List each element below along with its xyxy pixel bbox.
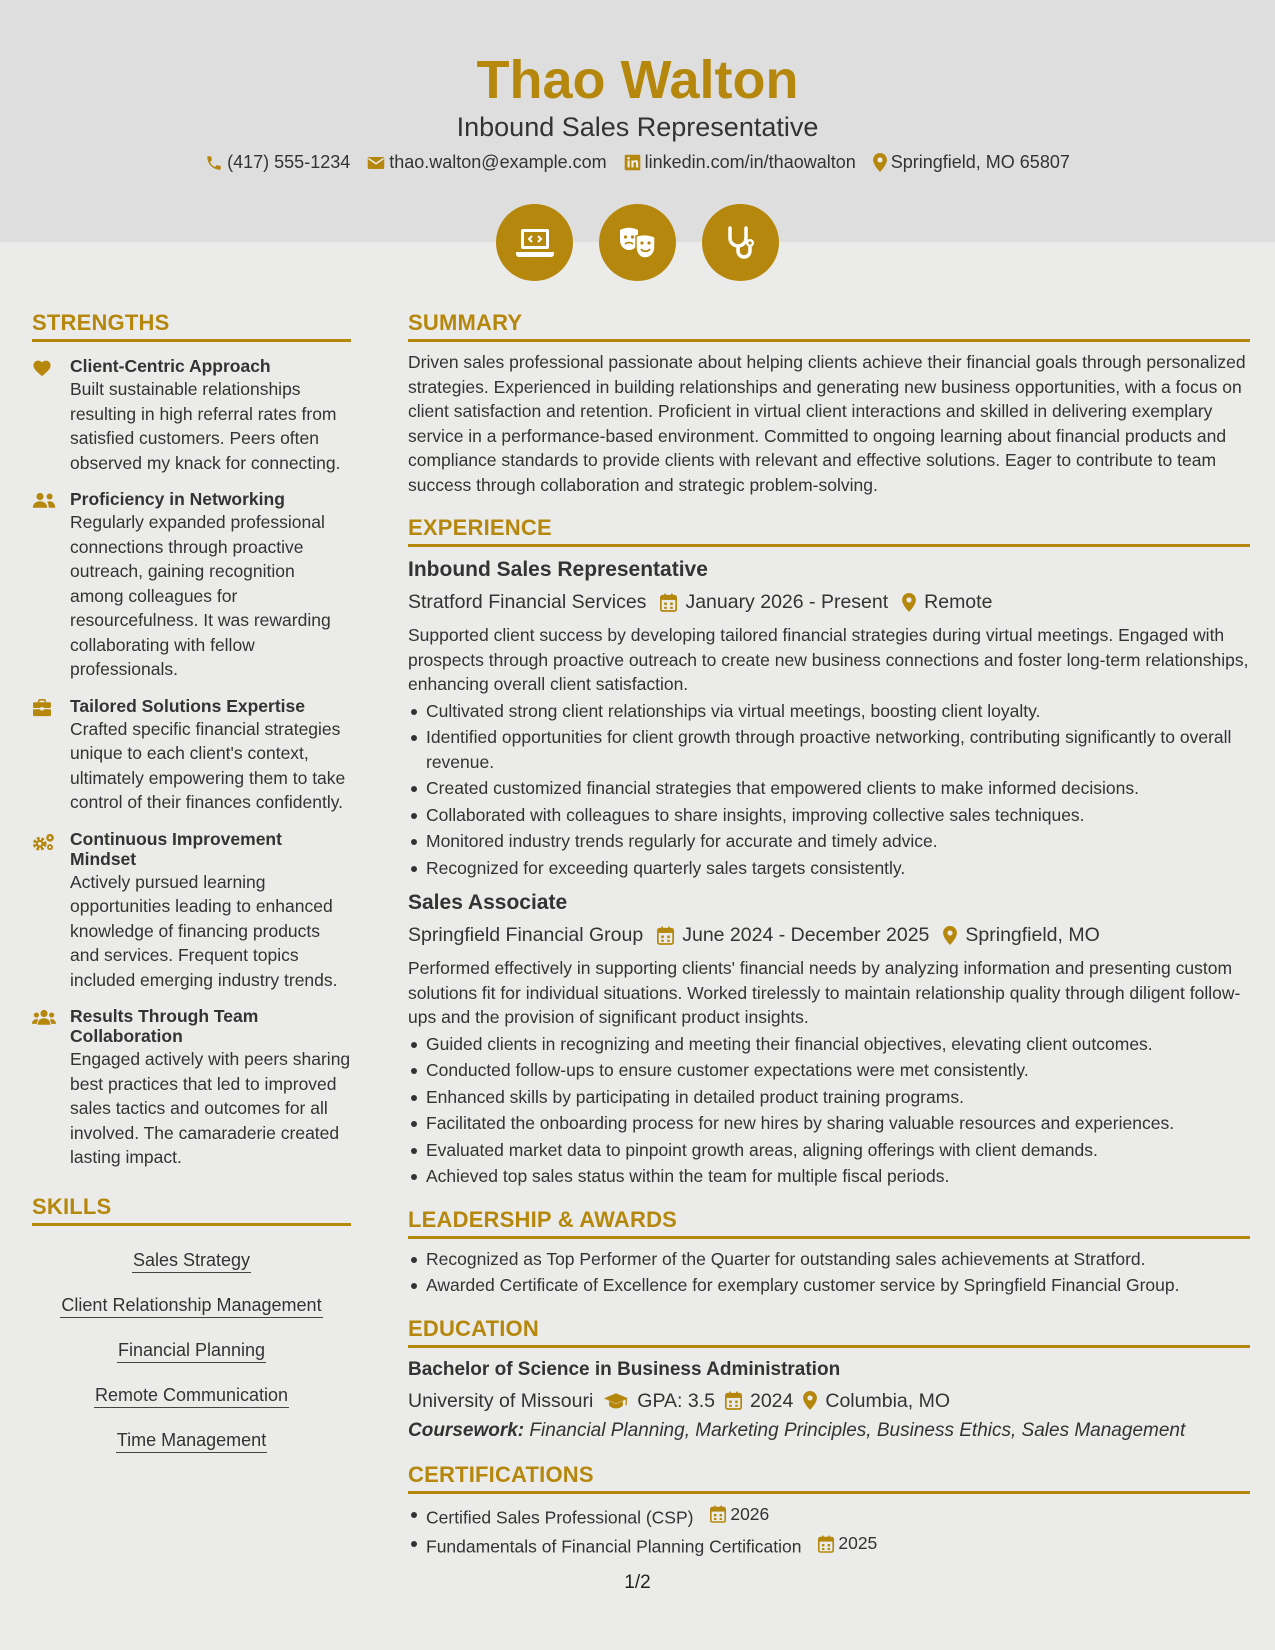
education-meta (408, 1388, 1250, 1414)
skills-heading: SKILLS (32, 1194, 351, 1226)
strengths-heading: STRENGTHS (32, 310, 351, 342)
list-item: Recognized as Top Performer of the Quarter for outstanding sales achievements at Stratford. (408, 1247, 1250, 1272)
education-coursework (408, 1418, 1250, 1444)
summary-heading: SUMMARY (408, 310, 1250, 342)
strength-item (32, 696, 351, 815)
strength-title: Continuous Improvement Mindset (70, 828, 282, 869)
theater-masks-icon (618, 226, 658, 260)
calendar-icon (657, 926, 674, 945)
contact-linkedin[interactable] (624, 152, 856, 173)
candidate-name: Thao Walton (476, 50, 799, 110)
strength-desc: Crafted specific financial strategies unique to each client's context, ultimately empowering them to take control of their finances confidently. (70, 718, 346, 812)
job-dates: January 2026 - Present (685, 591, 889, 613)
map-marker-icon (943, 926, 957, 945)
education-heading: EDUCATION (408, 1316, 1250, 1348)
left-column (32, 310, 351, 1463)
list-item: Monitored industry trends regularly for accurate and timely advice. (408, 829, 1250, 854)
graduation-cap-icon (603, 1392, 629, 1410)
certifications-heading: CERTIFICATIONS (408, 1462, 1250, 1494)
job-title: Inbound Sales Representative (408, 558, 708, 581)
list-item: Achieved top sales status within the team for multiple fiscal periods. (408, 1164, 1250, 1189)
strength-title: Results Through Team Collaboration (70, 1006, 259, 1046)
list-item (408, 1531, 1250, 1559)
list-item: Identified opportunities for client growth through proactive networking, contributing significantly to overall revenue. (408, 725, 1250, 774)
education-location: Columbia, MO (825, 1389, 950, 1412)
job-entry (408, 890, 1250, 1189)
job-meta (408, 922, 1250, 948)
skill-item: Time Management (116, 1428, 267, 1453)
list-item: Facilitated the onboarding process for new hires by sharing valuable resources and experiences. (408, 1111, 1250, 1136)
cogs-icon (32, 832, 56, 852)
job-bullets (408, 699, 1250, 881)
envelope-icon (367, 155, 385, 171)
education-degree: Bachelor of Science in Business Administration (408, 1358, 841, 1380)
job-description: Supported client success by developing tailored financial strategies during virtual meetings. Engaged with prospects through proactive outreach to create new business connections and foster long-term relationships, enhancing overall client satisfaction. (408, 625, 1249, 694)
education-gpa: GPA: 3.5 (637, 1389, 715, 1412)
strength-title: Client-Centric Approach (70, 356, 271, 376)
map-marker-icon (873, 153, 887, 172)
contact-phone[interactable] (205, 152, 350, 173)
strength-desc: Built sustainable relationships resulting in high referral rates from satisfied customers. Peers often observed my knack for connecting. (70, 379, 341, 473)
experience-heading: EXPERIENCE (408, 515, 1250, 547)
strength-title: Proficiency in Networking (70, 489, 285, 509)
cert-name: Fundamentals of Financial Planning Certification (426, 1536, 802, 1557)
strength-desc: Engaged actively with peers sharing best practices that led to improved sales tactics and outcomes for all involved. The camaraderie created lasting impact. (70, 1049, 351, 1167)
summary-text: Driven sales professional passionate about helping clients achieve their financial goals through personalized strategies. Experienced in building relationships and generating new business opportunities, with a focus on client satisfaction and retention. Proficient in virtual client interactions and skilled in delivering exemplary service in a performance-based environment. Committed to ongoing learning about financial products and compliance standards to provide clients with relevant and effective solutions. Eager to contribute to team success through collaboration and strategic problem-solving. (408, 352, 1246, 495)
hobby-circle-laptop (496, 204, 573, 281)
job-description: Performed effectively in supporting clients' financial needs by analyzing information and presenting custom solutions fit for individual situations. Worked tirelessly to maintain relationship quality through diligent follow-ups and the provision of significant product insights. (408, 958, 1241, 1027)
education-school: University of Missouri (408, 1389, 594, 1412)
leadership-section (408, 1207, 1250, 1298)
strength-item (32, 489, 351, 682)
job-company: Stratford Financial Services (408, 591, 647, 613)
candidate-title: Inbound Sales Representative (456, 112, 819, 142)
linkedin-icon (624, 154, 641, 171)
cert-year: 2026 (730, 1503, 770, 1524)
hobby-circle-stethoscope (702, 204, 779, 281)
contact-phone-text: (417) 555-1234 (227, 152, 351, 172)
contact-location-text: Springfield, MO 65807 (890, 152, 1070, 172)
list-item: Collaborated with colleagues to share insights, improving collective sales techniques. (408, 803, 1250, 828)
experience-section (408, 515, 1250, 1189)
contact-email-text: thao.walton@example.com (389, 152, 607, 172)
list-item: Awarded Certificate of Excellence for exemplary customer service by Springfield Financial Group. (408, 1273, 1250, 1298)
strength-item (32, 356, 351, 475)
briefcase-icon (32, 699, 52, 717)
strength-desc: Actively pursued learning opportunities leading to enhanced knowledge of financing products and services. Frequent topics included emerging industry trends. (70, 871, 338, 990)
stethoscope-icon (725, 225, 757, 261)
calendar-icon (725, 1391, 742, 1410)
strength-desc: Regularly expanded professional connections through proactive outreach, gaining recognition among colleagues for resourcefulness. It was rewarding collaborating with fellow professionals. (70, 512, 331, 679)
coursework-label: Coursework: (408, 1419, 525, 1441)
job-dates: June 2024 - December 2025 (682, 924, 930, 946)
skill-item: Client Relationship Management (60, 1293, 322, 1318)
page-number: 1/2 (624, 1572, 651, 1593)
skill-item: Sales Strategy (132, 1248, 251, 1273)
map-marker-icon (803, 1391, 817, 1410)
phone-icon (205, 154, 223, 172)
job-entry (408, 557, 1250, 880)
list-item: Enhanced skills by participating in detailed product training programs. (408, 1085, 1250, 1110)
contact-bar (0, 152, 1275, 173)
hobby-circle-masks (599, 204, 676, 281)
certifications-section (408, 1462, 1250, 1560)
cert-year: 2025 (838, 1533, 878, 1554)
strength-item (32, 1006, 351, 1170)
calendar-icon (660, 593, 677, 612)
certifications-list (408, 1502, 1250, 1560)
list-item: Guided clients in recognizing and meeting their financial objectives, elevating client outcomes. (408, 1032, 1250, 1057)
users-icon (32, 1009, 56, 1026)
list-item: Created customized financial strategies that empowered clients to make informed decisions. (408, 776, 1250, 801)
education-section (408, 1316, 1250, 1444)
job-company: Springfield Financial Group (408, 924, 644, 946)
calendar-icon (818, 1535, 834, 1553)
strength-item (32, 829, 351, 993)
leadership-heading: LEADERSHIP & AWARDS (408, 1207, 1250, 1239)
strength-title: Tailored Solutions Expertise (70, 695, 306, 716)
heart-icon (32, 359, 52, 377)
contact-linkedin-text: linkedin.com/in/thaowalton (644, 152, 856, 172)
education-year: 2024 (749, 1389, 794, 1412)
map-marker-icon (902, 593, 916, 612)
contact-location (873, 152, 1070, 173)
hobby-icons (0, 204, 1275, 281)
job-location: Remote (924, 591, 993, 613)
job-meta (408, 589, 1250, 615)
list-item: Cultivated strong client relationships via virtual meetings, boosting client loyalty. (408, 699, 1250, 724)
user-friends-icon (32, 492, 56, 509)
coursework-text: Financial Planning, Marketing Principles, Business Ethics, Sales Management (529, 1419, 1186, 1441)
job-bullets (408, 1032, 1250, 1189)
list-item: Conducted follow-ups to ensure customer expectations were met consistently. (408, 1058, 1250, 1083)
job-location: Springfield, MO (965, 924, 1100, 946)
laptop-code-icon (515, 227, 555, 259)
job-title: Sales Associate (408, 891, 568, 914)
list-item: Evaluated market data to pinpoint growth areas, aligning offerings with client demands. (408, 1138, 1250, 1163)
contact-email[interactable] (367, 152, 606, 173)
list-item (408, 1502, 1250, 1530)
calendar-icon (710, 1505, 726, 1523)
skill-item: Remote Communication (94, 1383, 289, 1408)
cert-name: Certified Sales Professional (CSP) (426, 1506, 694, 1527)
right-column (408, 310, 1250, 1561)
skills-list (32, 1238, 351, 1463)
list-item: Recognized for exceeding quarterly sales targets consistently. (408, 856, 1250, 881)
skill-item: Financial Planning (117, 1338, 266, 1363)
leadership-list (408, 1247, 1250, 1298)
